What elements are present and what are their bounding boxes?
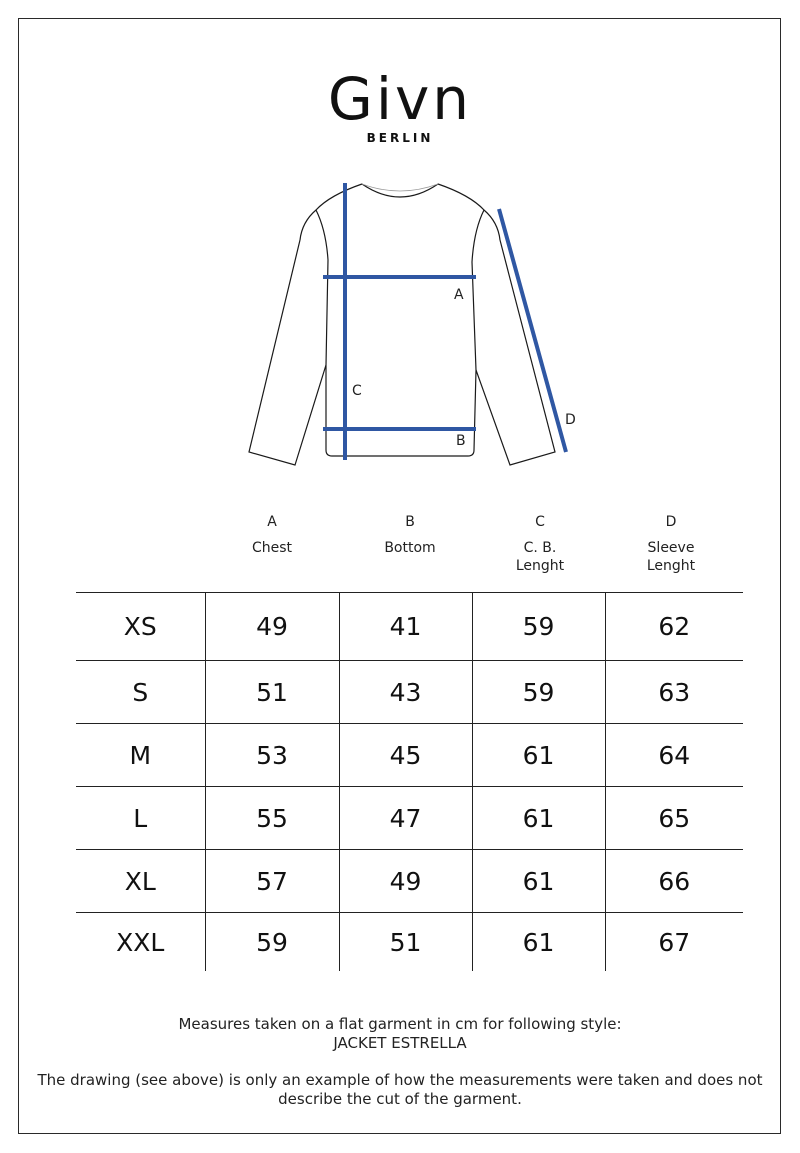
value-cell: 63 xyxy=(605,661,743,724)
value-cell: 51 xyxy=(205,661,339,724)
brand-logo: Givn xyxy=(327,65,473,133)
column-label: Bottom xyxy=(384,540,436,556)
size-cell: S xyxy=(76,661,205,724)
column-letter: C xyxy=(535,514,545,530)
column-label: Chest xyxy=(251,540,293,556)
value-cell: 65 xyxy=(605,787,743,850)
value-cell: 51 xyxy=(339,913,472,972)
size-cell: XXL xyxy=(116,927,165,957)
value-cell: 61 xyxy=(472,913,605,972)
column-letter: B xyxy=(405,514,415,530)
size-cell: M xyxy=(76,724,205,787)
table-row xyxy=(76,661,743,724)
size-table xyxy=(76,592,743,971)
table-row xyxy=(76,724,743,787)
value-cell: 61 xyxy=(472,787,605,850)
value-cell: 53 xyxy=(205,724,339,787)
value-cell: 61 xyxy=(472,724,605,787)
column-letter: D xyxy=(665,514,677,530)
value-cell: 45 xyxy=(339,724,472,787)
measure-note: Measures taken on a flat garment in cm for following style: xyxy=(178,1015,622,1033)
size-cell: L xyxy=(76,787,205,850)
table-row xyxy=(76,593,743,661)
value-cell: 57 xyxy=(205,850,339,913)
value-cell: 66 xyxy=(605,850,743,913)
column-label: C. B. Lenght xyxy=(515,540,565,574)
disclaimer: The drawing (see above) is only an example of how the measurements were taken and does not describe the cut of the garment. xyxy=(37,1071,763,1108)
style-name: JACKET ESTRELLA xyxy=(333,1034,467,1052)
value-cell: 59 xyxy=(205,913,339,972)
label-c: C xyxy=(352,383,362,399)
value-cell: 59 xyxy=(472,661,605,724)
column-header-sleeve-length xyxy=(601,513,741,575)
measure-lines xyxy=(323,183,566,460)
value-cell: 64 xyxy=(605,724,743,787)
table-row xyxy=(76,850,743,913)
value-cell: 47 xyxy=(339,787,472,850)
size-cell: XS xyxy=(76,593,205,661)
column-letter: A xyxy=(267,514,277,530)
column-header-bottom xyxy=(340,513,480,557)
value-cell: 61 xyxy=(472,850,605,913)
value-cell: 62 xyxy=(605,593,743,661)
column-header-cb-length xyxy=(470,513,610,575)
value-cell: 59 xyxy=(472,593,605,661)
label-d: D xyxy=(565,412,576,428)
measure-line-d xyxy=(499,209,566,452)
value-cell: 55 xyxy=(205,787,339,850)
table-row xyxy=(76,913,743,972)
value-cell: 43 xyxy=(339,661,472,724)
value-cell: 49 xyxy=(205,593,339,661)
column-label: Sleeve Lenght xyxy=(646,540,696,574)
table-row xyxy=(76,787,743,850)
brand-city: BERLIN xyxy=(366,131,434,145)
size-cell: XL xyxy=(76,850,205,913)
value-cell: 67 xyxy=(605,913,743,972)
value-cell: 41 xyxy=(339,593,472,661)
column-header-chest xyxy=(202,513,342,557)
value-cell: 49 xyxy=(339,850,472,913)
label-b: B xyxy=(456,433,466,449)
garment-outline xyxy=(249,184,555,465)
label-a: A xyxy=(454,287,464,303)
